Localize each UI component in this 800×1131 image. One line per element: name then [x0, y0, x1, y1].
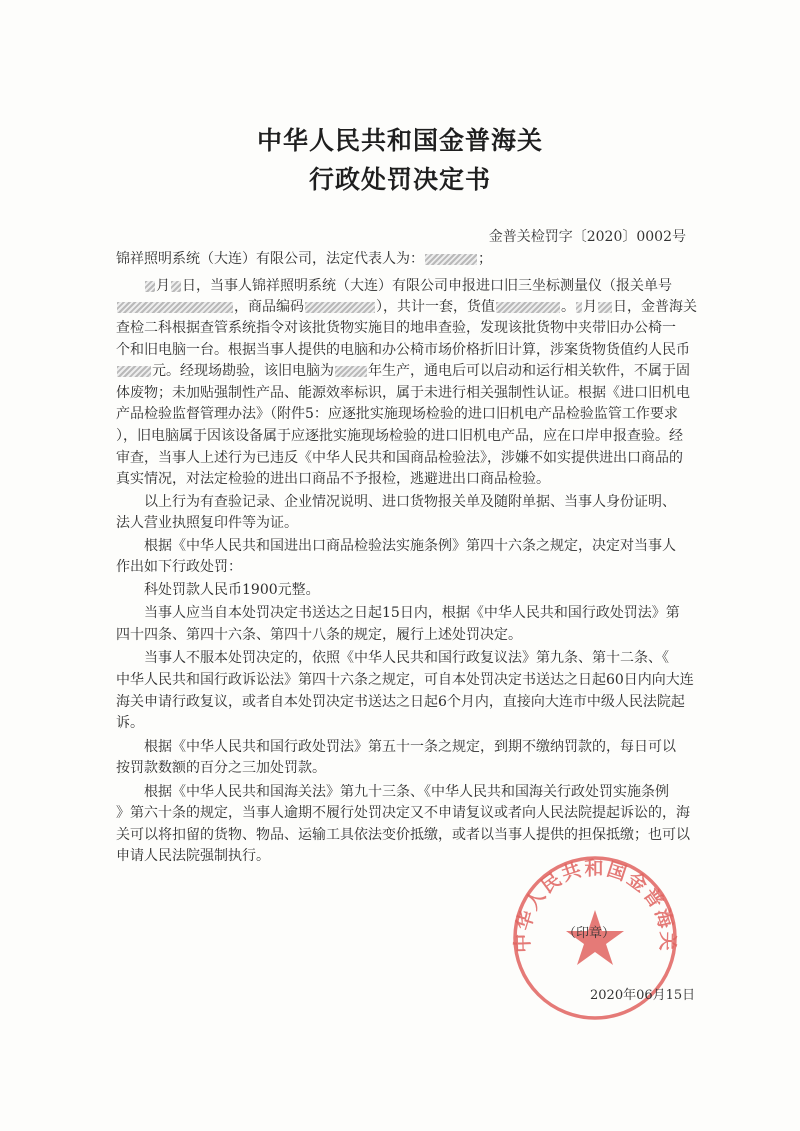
- text-segment: 月: [583, 299, 597, 315]
- text-segment: 年生产，通电后可以启动和运行相关软件，不属于固: [368, 363, 690, 379]
- document-number: 金普关检罚字〔2020〕0002号: [488, 229, 686, 245]
- text-line: 根据《中华人民共和国进出口商品检验法实施条例》第四十六条之规定，决定对当事人: [144, 538, 676, 554]
- penalty-line: 科处罚款人民币1900元整。: [144, 582, 320, 598]
- redaction: [576, 302, 582, 313]
- redaction: [425, 254, 477, 265]
- seal-text: 中华人民共和国金普海关: [511, 857, 679, 953]
- text-line: [116, 297, 697, 317]
- text-line: [116, 249, 690, 269]
- text-line: 当事人应当自本处罚决定书送达之日起15日内，根据《中华人民共和国行政处罚法》第: [144, 605, 680, 621]
- text-line: 》第六十条的规定，当事人逾期不履行处罚决定又不申请复议或者向人民法院提起诉讼的，海: [116, 805, 690, 821]
- text-line: 关可以将扣留的货物、物品、运输工具依法变价抵缴，或者以当事人提供的担保抵缴；也可以: [116, 827, 690, 843]
- document-title: 中华人民共和国金普海关: [256, 126, 543, 155]
- text-segment: 锦祥照明系统（大连）有限公司，法定代表人为：: [116, 251, 424, 267]
- text-line: 体废物；未加贴强制性产品、能源效率标识，属于未进行相关强制性认证。根据《进口旧机电: [116, 385, 690, 401]
- redaction: [496, 302, 560, 313]
- text-line: 四十四条、第四十六条、第四十八条的规定，履行上述处罚决定。: [116, 627, 522, 643]
- redaction: [335, 366, 367, 377]
- text-line: [116, 361, 690, 381]
- text-line: 中华人民共和国行政诉讼法》第四十六条之规定，可自本处罚决定书送达之日起60日内向大连: [116, 672, 694, 688]
- text-line: 海关申请行政复议，或者自本处罚决定书送达之日起6个月内，直接向大连市中级人民法院起: [116, 694, 685, 710]
- text-line: 按罚款数额的百分之三加处罚款。: [116, 760, 326, 776]
- text-segment: ），共计一套，货值: [376, 299, 495, 315]
- text-line: 根据《中华人民共和国海关法》第九十三条、《中华人民共和国海关行政处罚实施条例: [144, 784, 669, 800]
- text-line: ），旧电脑属于因该设备属于应逐批实施现场检验的进口旧机电产品，应在口岸申报查验。经: [116, 428, 683, 444]
- text-line: 诉。: [116, 715, 144, 731]
- document-subtitle: 行政处罚决定书: [308, 165, 491, 194]
- redaction: [171, 281, 181, 292]
- text-segment: 元。经现场勘验，该旧电脑为: [152, 363, 334, 379]
- text-segment: 。: [561, 299, 575, 315]
- text-line: 当事人不服本处罚决定的，依照《中华人民共和国行政复议法》第九条、第十二条、《: [144, 650, 669, 666]
- text-line: 申请人民法院强制执行。: [116, 848, 270, 864]
- redaction: [145, 281, 155, 292]
- redaction: [598, 302, 612, 313]
- issue-date: 2020年06月15日: [590, 988, 696, 1003]
- text-line: 查检二科根据查管系统指令对该批货物实施目的地串查验，发现该批货物中夹带旧办公椅一: [116, 320, 676, 336]
- text-line: 真实情况，对法定检验的进出口商品不予报检，逃避进出口商品检验。: [116, 471, 550, 487]
- text-line: [144, 276, 690, 296]
- text-line: 作出如下行政处罚：: [116, 559, 242, 575]
- text-line: 根据《中华人民共和国行政处罚法》第五十一条之规定，到期不缴纳罚款的，每日可以: [144, 739, 676, 755]
- text-line: 法人营业执照复印件等为证。: [116, 515, 298, 531]
- text-segment: ，商品编码: [234, 299, 304, 315]
- text-segment: ；: [478, 251, 492, 267]
- text-line: 审查，当事人上述行为已违反《中华人民共和国商品检验法》，涉嫌不如实提供进出口商品的: [116, 450, 683, 466]
- text-line: 以上行为有查验记录、企业情况说明、进口货物报关单及随附单据、当事人身份证明、: [144, 494, 676, 510]
- text-segment: 日，当事人锦祥照明系统（大连）有限公司申报进口旧三坐标测量仪（报关单号: [182, 278, 672, 294]
- text-line: 产品检验监督管理办法》（附件5：应逐批实施现场检验的进口旧机电产品检验监管工作要求: [116, 406, 678, 422]
- text-segment: 月: [156, 278, 170, 294]
- redaction: [117, 302, 233, 313]
- text-segment: 日，金普海关: [613, 299, 697, 315]
- text-line: 个和旧电脑一台。根据当事人提供的电脑和办公椅市场价格折旧计算，涉案货物货值约人民币: [116, 342, 690, 358]
- redaction: [305, 302, 375, 313]
- redaction: [117, 366, 151, 377]
- seal-label: （印章）: [563, 926, 616, 941]
